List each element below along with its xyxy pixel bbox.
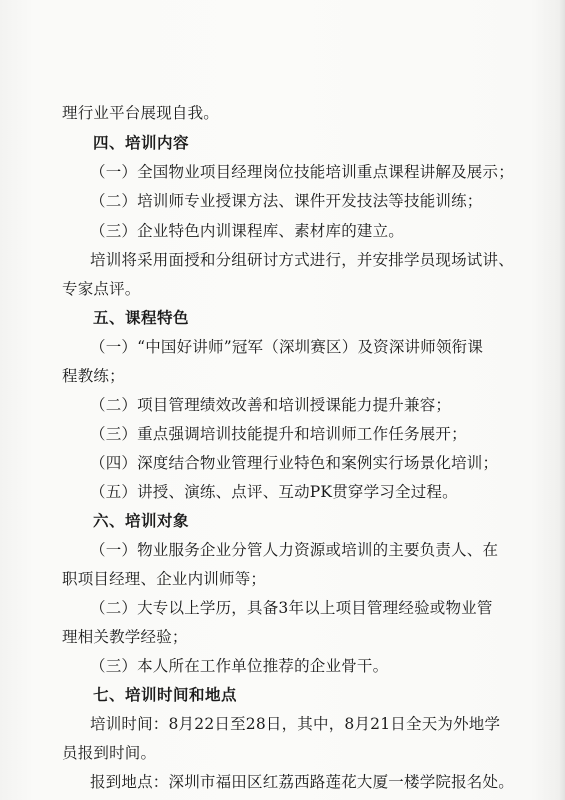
section-7-line-3: 报到地点：深圳市福田区红荔西路莲花大厦一楼学院报名处。 (90, 773, 514, 791)
section-6-line-3: （二）大专以上学历，具备3年以上项目管理经验或物业管 (90, 599, 493, 617)
section-4-item-2: （二）培训师专业授课方法、课件开发技法等技能训练； (90, 192, 483, 210)
section-6-line-2: 职项目经理、企业内训师等； (62, 570, 267, 588)
section-7-heading: 七、培训时间和地点 (93, 685, 238, 704)
section-4-heading: 四、培训内容 (93, 133, 190, 152)
section-4-item-1: （一）全国物业项目经理岗位技能培训重点课程讲解及展示； (90, 163, 514, 181)
section-5-line-6: （五）讲授、演练、点评、互动PK贯穿学习全过程。 (90, 483, 458, 501)
section-5-line-1: （一）“中国好讲师”冠军（深圳赛区）及资深讲师领衔课 (90, 338, 484, 356)
section-5-line-5: （四）深度结合物业管理行业特色和案例实行场景化培训； (90, 454, 499, 472)
section-4-item-3: （三）企业特色内训课程库、素材库的建立。 (90, 222, 405, 240)
section-5-line-4: （三）重点强调培训技能提升和培训师工作任务展开； (90, 425, 467, 443)
section-7-line-1: 培训时间：8月22日至28日，其中，8月21日全天为外地学 (90, 715, 501, 733)
section-4-paragraph-line-2: 专家点评。 (62, 280, 141, 298)
intro-tail-line: 理行业平台展现自我。 (62, 104, 220, 122)
section-5-heading: 五、课程特色 (93, 308, 190, 327)
section-6-line-4: 理相关教学经验； (62, 628, 188, 646)
section-6-heading: 六、培训对象 (93, 511, 190, 530)
section-7-line-2: 员报到时间。 (62, 744, 157, 762)
page-edge-shadow (559, 0, 565, 800)
section-6-line-1: （一）物业服务企业分管人力资源或培训的主要负责人、在 (90, 541, 499, 559)
section-5-line-2: 程教练； (62, 367, 125, 385)
section-4-paragraph-line-1: 培训将采用面授和分组研讨方式进行，并安排学员现场试讲、 (90, 251, 514, 269)
section-6-line-5: （三）本人所在工作单位推荐的企业骨干。 (90, 657, 389, 675)
section-5-line-3: （二）项目管理绩效改善和培训授课能力提升兼容； (90, 396, 452, 414)
